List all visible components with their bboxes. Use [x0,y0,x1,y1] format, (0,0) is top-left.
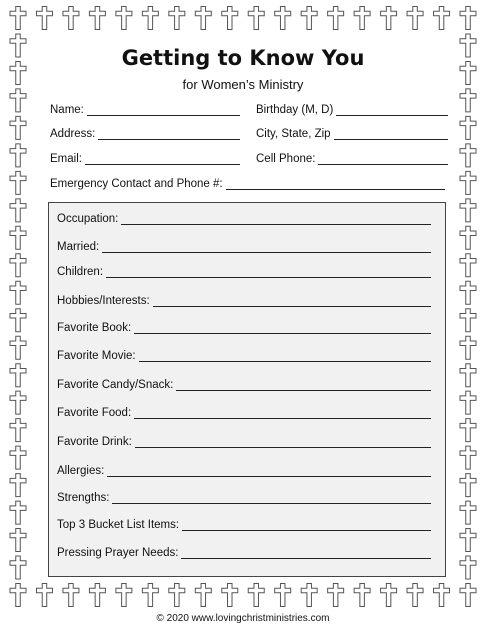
cross-icon [116,584,132,607]
birthday-label: Birthday (M, D) [256,104,334,116]
favorite-drink-label: Favorite Drink: [57,436,132,448]
strengths-label: Strengths: [57,492,110,504]
cross-icon [275,7,291,30]
address-label: Address: [50,128,96,140]
cross-icon [89,7,105,30]
strengths-line [112,492,431,504]
children-line [106,266,431,278]
favorite-book-line [134,322,431,334]
allergies-label: Allergies: [57,465,105,477]
city-state-zip-field[interactable] [256,128,448,140]
cross-icon [10,199,26,222]
cross-icon [434,584,450,607]
cross-icon [63,7,79,30]
cross-icon [248,584,264,607]
cross-icon [10,419,26,442]
address-field[interactable] [50,128,240,140]
cross-icon [169,584,185,607]
cross-icon [116,7,132,30]
favorite-drink-field[interactable] [57,436,431,448]
hobbies-label: Hobbies/Interests: [57,295,150,307]
cross-icon [10,281,26,304]
favorite-food-field[interactable] [57,407,431,419]
favorite-book-field[interactable] [57,322,431,334]
cross-icon [460,116,476,139]
cross-icon [328,584,344,607]
cross-icon [354,7,370,30]
cross-icon [460,281,476,304]
allergies-line [107,465,431,477]
bucket-list-line [182,519,431,531]
cross-icon [460,7,476,30]
favorite-movie-field[interactable] [57,350,431,362]
children-field[interactable] [57,266,431,278]
birthday-line [336,104,448,116]
cross-icon [195,584,211,607]
cross-icon [10,144,26,167]
page-subtitle: for Women’s Ministry [182,77,304,92]
cross-icon [89,584,105,607]
favorite-movie-line [139,350,431,362]
occupation-field[interactable] [57,213,431,225]
favorite-book-label: Favorite Book: [57,322,132,334]
page-title: Getting to Know You [121,46,365,70]
children-label: Children: [57,266,104,278]
cross-icon [460,419,476,442]
cross-icon [142,7,158,30]
cross-icon [460,391,476,414]
city-state-zip-line [334,128,448,140]
cross-icon [460,144,476,167]
favorite-movie-label: Favorite Movie: [57,350,136,362]
occupation-label: Occupation: [57,213,119,225]
prayer-needs-field[interactable] [57,547,431,559]
cross-icon [36,7,52,30]
cross-icon [460,309,476,332]
prayer-needs-line [181,547,431,559]
cross-icon [36,584,52,607]
cross-icon [10,116,26,139]
cross-icon [10,336,26,359]
cross-icon [248,7,264,30]
email-label: Email: [50,153,82,165]
email-line [85,153,240,165]
email-field[interactable] [50,153,240,165]
cross-icon [460,584,476,607]
name-line [87,104,240,116]
cross-icon [460,199,476,222]
cross-icon [10,89,26,112]
cross-icon [10,474,26,497]
cross-icon [222,584,238,607]
favorite-candy-line [176,379,431,391]
cross-icon [381,7,397,30]
married-field[interactable] [57,241,431,253]
cross-icon [10,254,26,277]
cross-icon [407,584,423,607]
favorite-food-label: Favorite Food: [57,407,132,419]
cross-icon [10,446,26,469]
cross-icon [460,529,476,552]
cell-phone-line [318,153,448,165]
cross-icon [381,584,397,607]
cross-icon [142,584,158,607]
city-state-zip-label: City, State, Zip [256,128,331,140]
cross-icon [354,584,370,607]
cross-icon [460,364,476,387]
cross-icon [10,226,26,249]
hobbies-line [153,295,431,307]
copyright-footer: © 2020 www.lovingchristministries.com [156,613,330,624]
married-label: Married: [57,241,100,253]
emergency-contact-label: Emergency Contact and Phone #: [50,178,223,190]
cross-icon [460,446,476,469]
cross-icon [10,529,26,552]
cross-icon [10,556,26,579]
favorite-drink-line [135,436,431,448]
hobbies-field[interactable] [57,295,431,307]
cross-icon [10,171,26,194]
cross-icon [460,89,476,112]
name-label: Name: [50,104,84,116]
cross-icon [10,501,26,524]
cross-icon [10,391,26,414]
address-line [98,128,240,140]
cross-icon [460,226,476,249]
occupation-line [121,213,431,225]
cell-phone-field[interactable] [256,153,448,165]
cross-icon [195,7,211,30]
cross-icon [275,584,291,607]
bucket-list-label: Top 3 Bucket List Items: [57,519,180,531]
cross-icon [460,501,476,524]
cell-phone-label: Cell Phone: [256,153,316,165]
cross-icon [63,584,79,607]
cross-icon [460,556,476,579]
cross-icon [10,7,26,30]
bucket-list-field[interactable] [57,519,431,531]
name-field[interactable] [50,104,240,116]
cross-icon [460,171,476,194]
cross-icon [169,7,185,30]
cross-icon [460,336,476,359]
emergency-contact-field[interactable] [50,178,445,190]
favorite-candy-field[interactable] [57,379,431,391]
cross-icon [328,7,344,30]
favorite-food-line [134,407,431,419]
birthday-field[interactable] [256,104,448,116]
married-line [102,241,431,253]
cross-icon [460,474,476,497]
cross-icon [222,7,238,30]
cross-icon [301,584,317,607]
cross-icon [301,7,317,30]
cross-icon [10,584,26,607]
emergency-contact-line [226,178,445,190]
cross-icon [460,254,476,277]
favorite-candy-label: Favorite Candy/Snack: [57,379,174,391]
strengths-field[interactable] [57,492,431,504]
cross-icon [407,7,423,30]
prayer-needs-label: Pressing Prayer Needs: [57,547,179,559]
cross-icon [434,7,450,30]
allergies-field[interactable] [57,465,431,477]
cross-icon [10,309,26,332]
cross-icon [10,364,26,387]
